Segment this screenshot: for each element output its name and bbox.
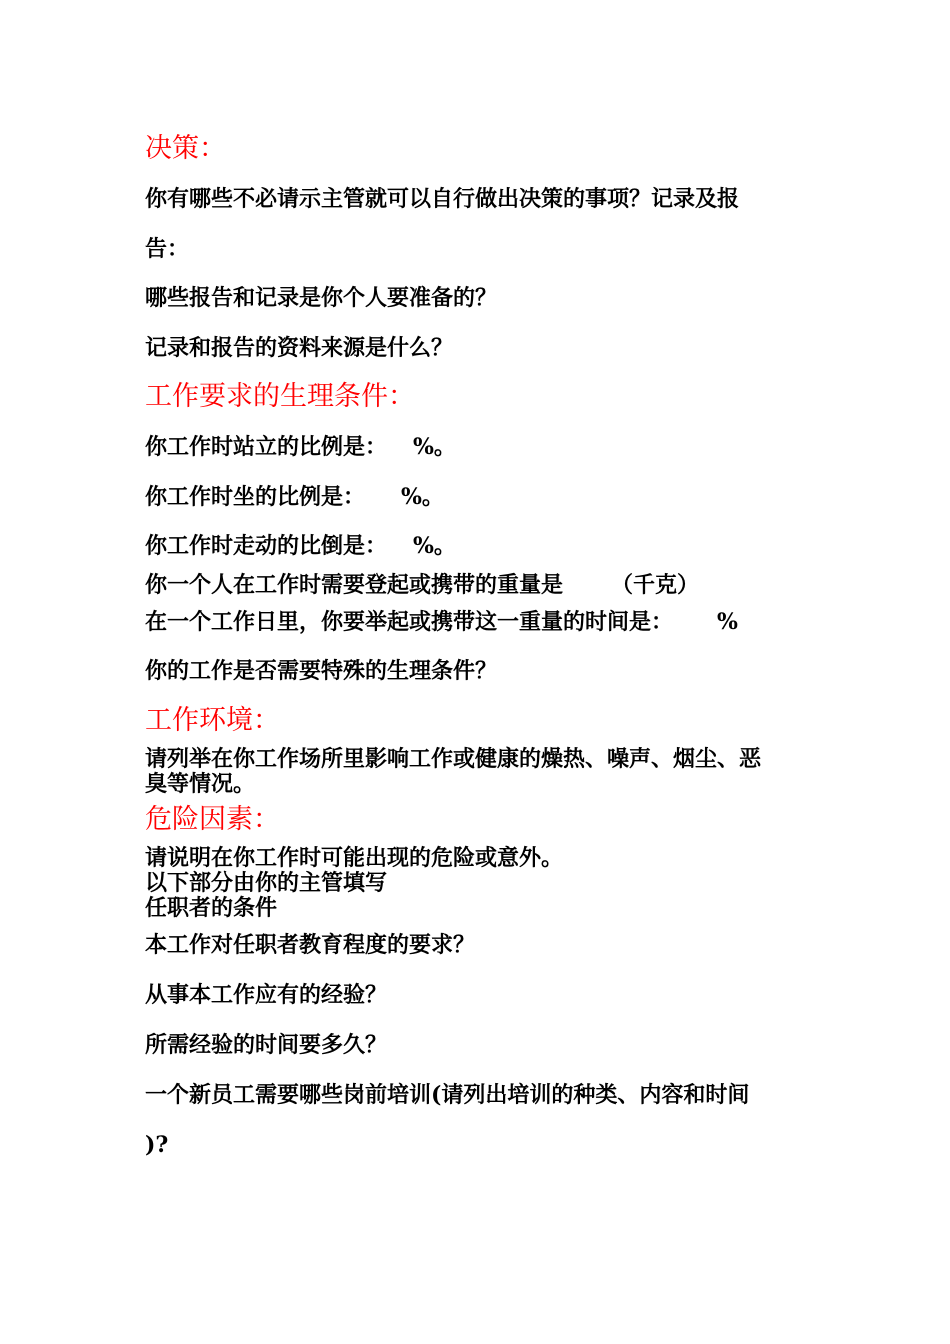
stand-label: 你工作时站立的比例是： bbox=[145, 434, 388, 460]
walk-label: 你工作时走动的比倒是： bbox=[145, 533, 388, 559]
heading-environment-text: 工作环境： bbox=[145, 705, 280, 736]
question-weight bbox=[145, 572, 699, 598]
question-records-prepare: 哪些报告和记录是你个人要准备的？ bbox=[145, 285, 498, 311]
supervisor-note: 以下部分由你的主管填写 bbox=[145, 870, 388, 896]
question-stand-ratio bbox=[145, 434, 456, 460]
stand-unit: %。 bbox=[413, 434, 456, 460]
environment-line1: 请列举在你工作场所里影响工作或健康的燥热、噪声、烟尘、恶 bbox=[145, 746, 762, 772]
heading-decision-text: 决策： bbox=[145, 133, 226, 164]
walk-unit: %。 bbox=[413, 533, 456, 559]
question-sit-ratio bbox=[145, 484, 444, 510]
question-records-source: 记录和报告的资料来源是什么？ bbox=[145, 335, 454, 361]
question-decision-line1: 你有哪些不必请示主管就可以自行做出决策的事项？记录及报 bbox=[145, 186, 740, 212]
question-decision-line2: 告： bbox=[145, 236, 190, 262]
question-weight-time bbox=[145, 609, 738, 635]
question-experience: 从事本工作应有的经验？ bbox=[145, 982, 388, 1008]
question-education: 本工作对任职者教育程度的要求？ bbox=[145, 932, 476, 958]
heading-decision bbox=[145, 133, 226, 165]
sit-unit: %。 bbox=[401, 484, 444, 510]
sit-label: 你工作时坐的比例是： bbox=[145, 484, 366, 510]
heading-environment bbox=[145, 705, 280, 737]
danger-line1: 请说明在你工作时可能出现的危险或意外。 bbox=[145, 845, 564, 871]
weight-label: 你一个人在工作时需要登起或携带的重量是 bbox=[145, 572, 564, 598]
heading-danger bbox=[145, 804, 280, 836]
heading-physical bbox=[145, 381, 415, 413]
question-training-line2: )? bbox=[145, 1132, 169, 1158]
heading-danger-text: 危险因素： bbox=[145, 804, 280, 835]
question-experience-time: 所需经验的时间要多久？ bbox=[145, 1032, 388, 1058]
heading-physical-text: 工作要求的生理条件： bbox=[145, 381, 415, 412]
environment-line2: 臭等情况。 bbox=[145, 771, 256, 797]
question-training-line1: 一个新员工需要哪些岗前培训(请列出培训的种类、内容和时间 bbox=[145, 1082, 750, 1108]
time-unit: % bbox=[717, 609, 738, 635]
question-special-physical: 你的工作是否需要特殊的生理条件？ bbox=[145, 658, 498, 684]
question-walk-ratio bbox=[145, 533, 456, 559]
time-label: 在一个工作日里，你要举起或携带这一重量的时间是： bbox=[145, 609, 674, 635]
weight-unit: （千克） bbox=[611, 572, 700, 598]
qualifications-title: 任职者的条件 bbox=[145, 895, 278, 921]
